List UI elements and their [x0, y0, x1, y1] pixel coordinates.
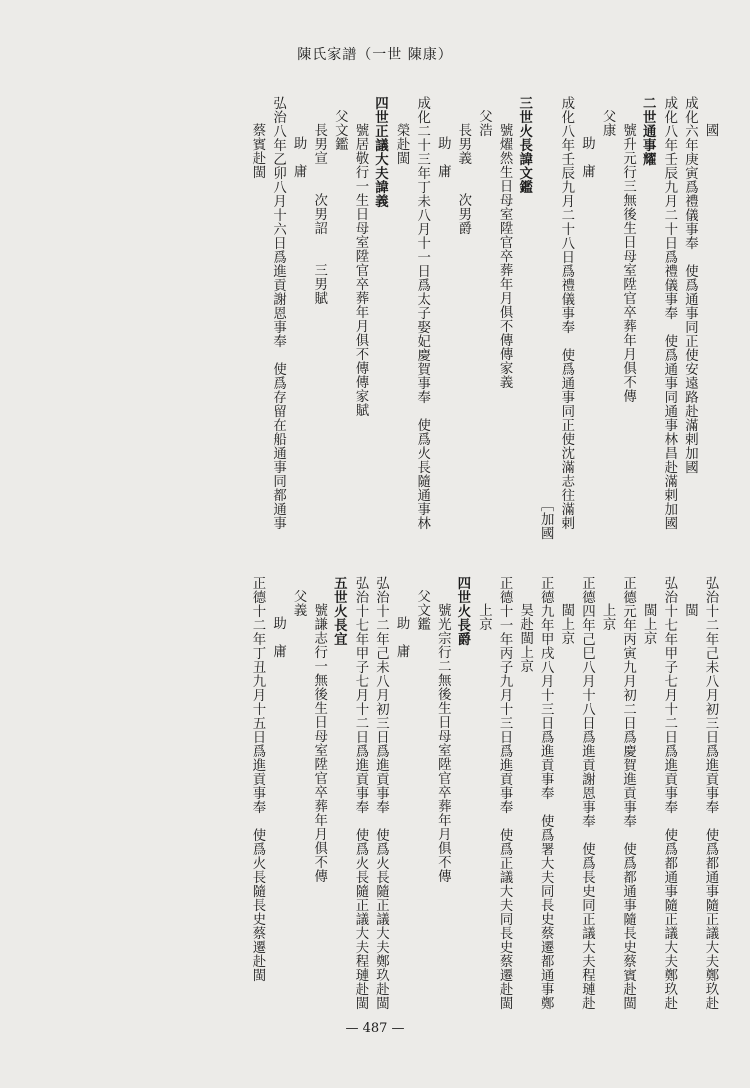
text-column: 弘治十二年己未八月初三日爲進貢事奉 使爲火長隨正議大夫鄭玖赴閩	[373, 576, 389, 1010]
text-column: 正德四年己巳八月十八日爲進貢謝恩事奉 使爲長史同正議大夫程璉赴	[579, 576, 595, 1010]
text-column: 父浩	[476, 109, 492, 137]
text-column: 弘治十七年甲子七月十二日爲進貢事奉 使爲火長隨正議大夫程璉赴閩	[352, 576, 368, 1010]
text-column: 號謙志行一無後生日母室陞官卒葬年月俱不傳	[311, 603, 327, 883]
section-heading: 五世火長宜	[331, 576, 348, 646]
text-column: 號升元行三無後生日母室陞官卒葬年月俱不傳	[620, 123, 636, 403]
section-heading: 三世火長諱文鑑	[516, 96, 533, 194]
text-column: 助 庸	[394, 616, 410, 658]
text-column: 號光宗行二無後生日母室陞官卒葬年月俱不傳	[435, 603, 451, 883]
section-heading: 二世通事耀	[640, 96, 657, 166]
text-column: 蔡賓赴閩	[249, 123, 265, 179]
text-column: 成化二十三年丁未八月十一日爲太子娶妃慶賀事奉 使爲火長隨通事林	[414, 96, 430, 530]
upper-text-block	[246, 96, 720, 556]
text-column: 國	[703, 123, 718, 137]
text-column: ［加國	[538, 498, 554, 540]
text-column: 成化八年壬辰九月二十日爲禮儀事奉 使爲通事同通事林昌赴滿剌加國	[661, 96, 677, 530]
text-column: 正德元年丙寅九月初二日爲慶賀進貢事奉 使爲都通事隨長史蔡賓赴閩	[620, 576, 636, 1010]
text-column: 閩上京	[558, 603, 574, 645]
text-column: 助 庸	[270, 616, 286, 658]
text-column: 助 庸	[435, 136, 451, 178]
text-column: 弘治十七年甲子七月十二日爲進貢事奉 使爲都通事隨正議大夫鄭玖赴	[661, 576, 677, 1010]
text-column: 正德十一年丙子九月十三日爲進貢事奉 使爲正議大夫同長史蔡遷赴閩	[497, 576, 513, 1010]
lower-text-block	[246, 576, 720, 1008]
section-heading: 四世火長爵	[454, 576, 471, 646]
page-number: — 487 —	[345, 1021, 405, 1036]
text-column: 父康	[600, 109, 616, 137]
text-column: 助 庸	[579, 136, 595, 178]
text-column: 上京	[600, 603, 616, 631]
text-column: 上京	[476, 603, 492, 631]
text-column: 父文鑑	[332, 109, 348, 151]
text-column: 閩上京	[641, 603, 657, 645]
text-column: 正德十二年丁丑九月十五日爲進貢事奉 使爲火長隨長史蔡遷赴閩	[249, 576, 265, 982]
page-header: 陳氏家譜（一世 陳康）	[297, 47, 453, 63]
text-column: 父文鑑	[414, 589, 430, 631]
text-column: 榮赴閩	[394, 123, 410, 165]
text-column: 弘治八年乙卯八月十六日爲進貢謝恩事奉 使爲存留在船通事同都通事	[270, 96, 286, 530]
text-column: 閩	[682, 603, 698, 617]
text-column: 長男宣 次男詔 三男賦	[311, 123, 327, 305]
section-heading: 四世正議大夫諱義	[372, 96, 389, 208]
text-column: 昊赴閩上京	[517, 603, 533, 673]
text-column: 助 庸	[291, 136, 307, 178]
text-column: 長男義 次男爵	[455, 123, 471, 235]
text-column: 號燿然生日母室陞官卒葬年月俱不傳傳家義	[497, 123, 513, 389]
text-column: 號居敬行一生日母室陞官卒葬年月俱不傳傳家賦	[352, 123, 368, 417]
text-column: 正德九年甲戌八月十三日爲進貢事奉 使爲署大夫同長史蔡遷都通事鄭	[538, 576, 554, 1010]
text-column: 成化八年壬辰九月二十八日爲禮儀事奉 使爲通事同正使沈滿志往滿剌	[558, 96, 574, 530]
text-column: 弘治十二年己未八月初三日爲進貢事奉 使爲都通事隨正議大夫鄭玖赴	[703, 576, 718, 1010]
text-column: 父義	[291, 589, 307, 617]
text-column: 成化六年庚寅爲禮儀事奉 使爲通事同正使安遠路赴滿剌加國	[682, 96, 698, 474]
